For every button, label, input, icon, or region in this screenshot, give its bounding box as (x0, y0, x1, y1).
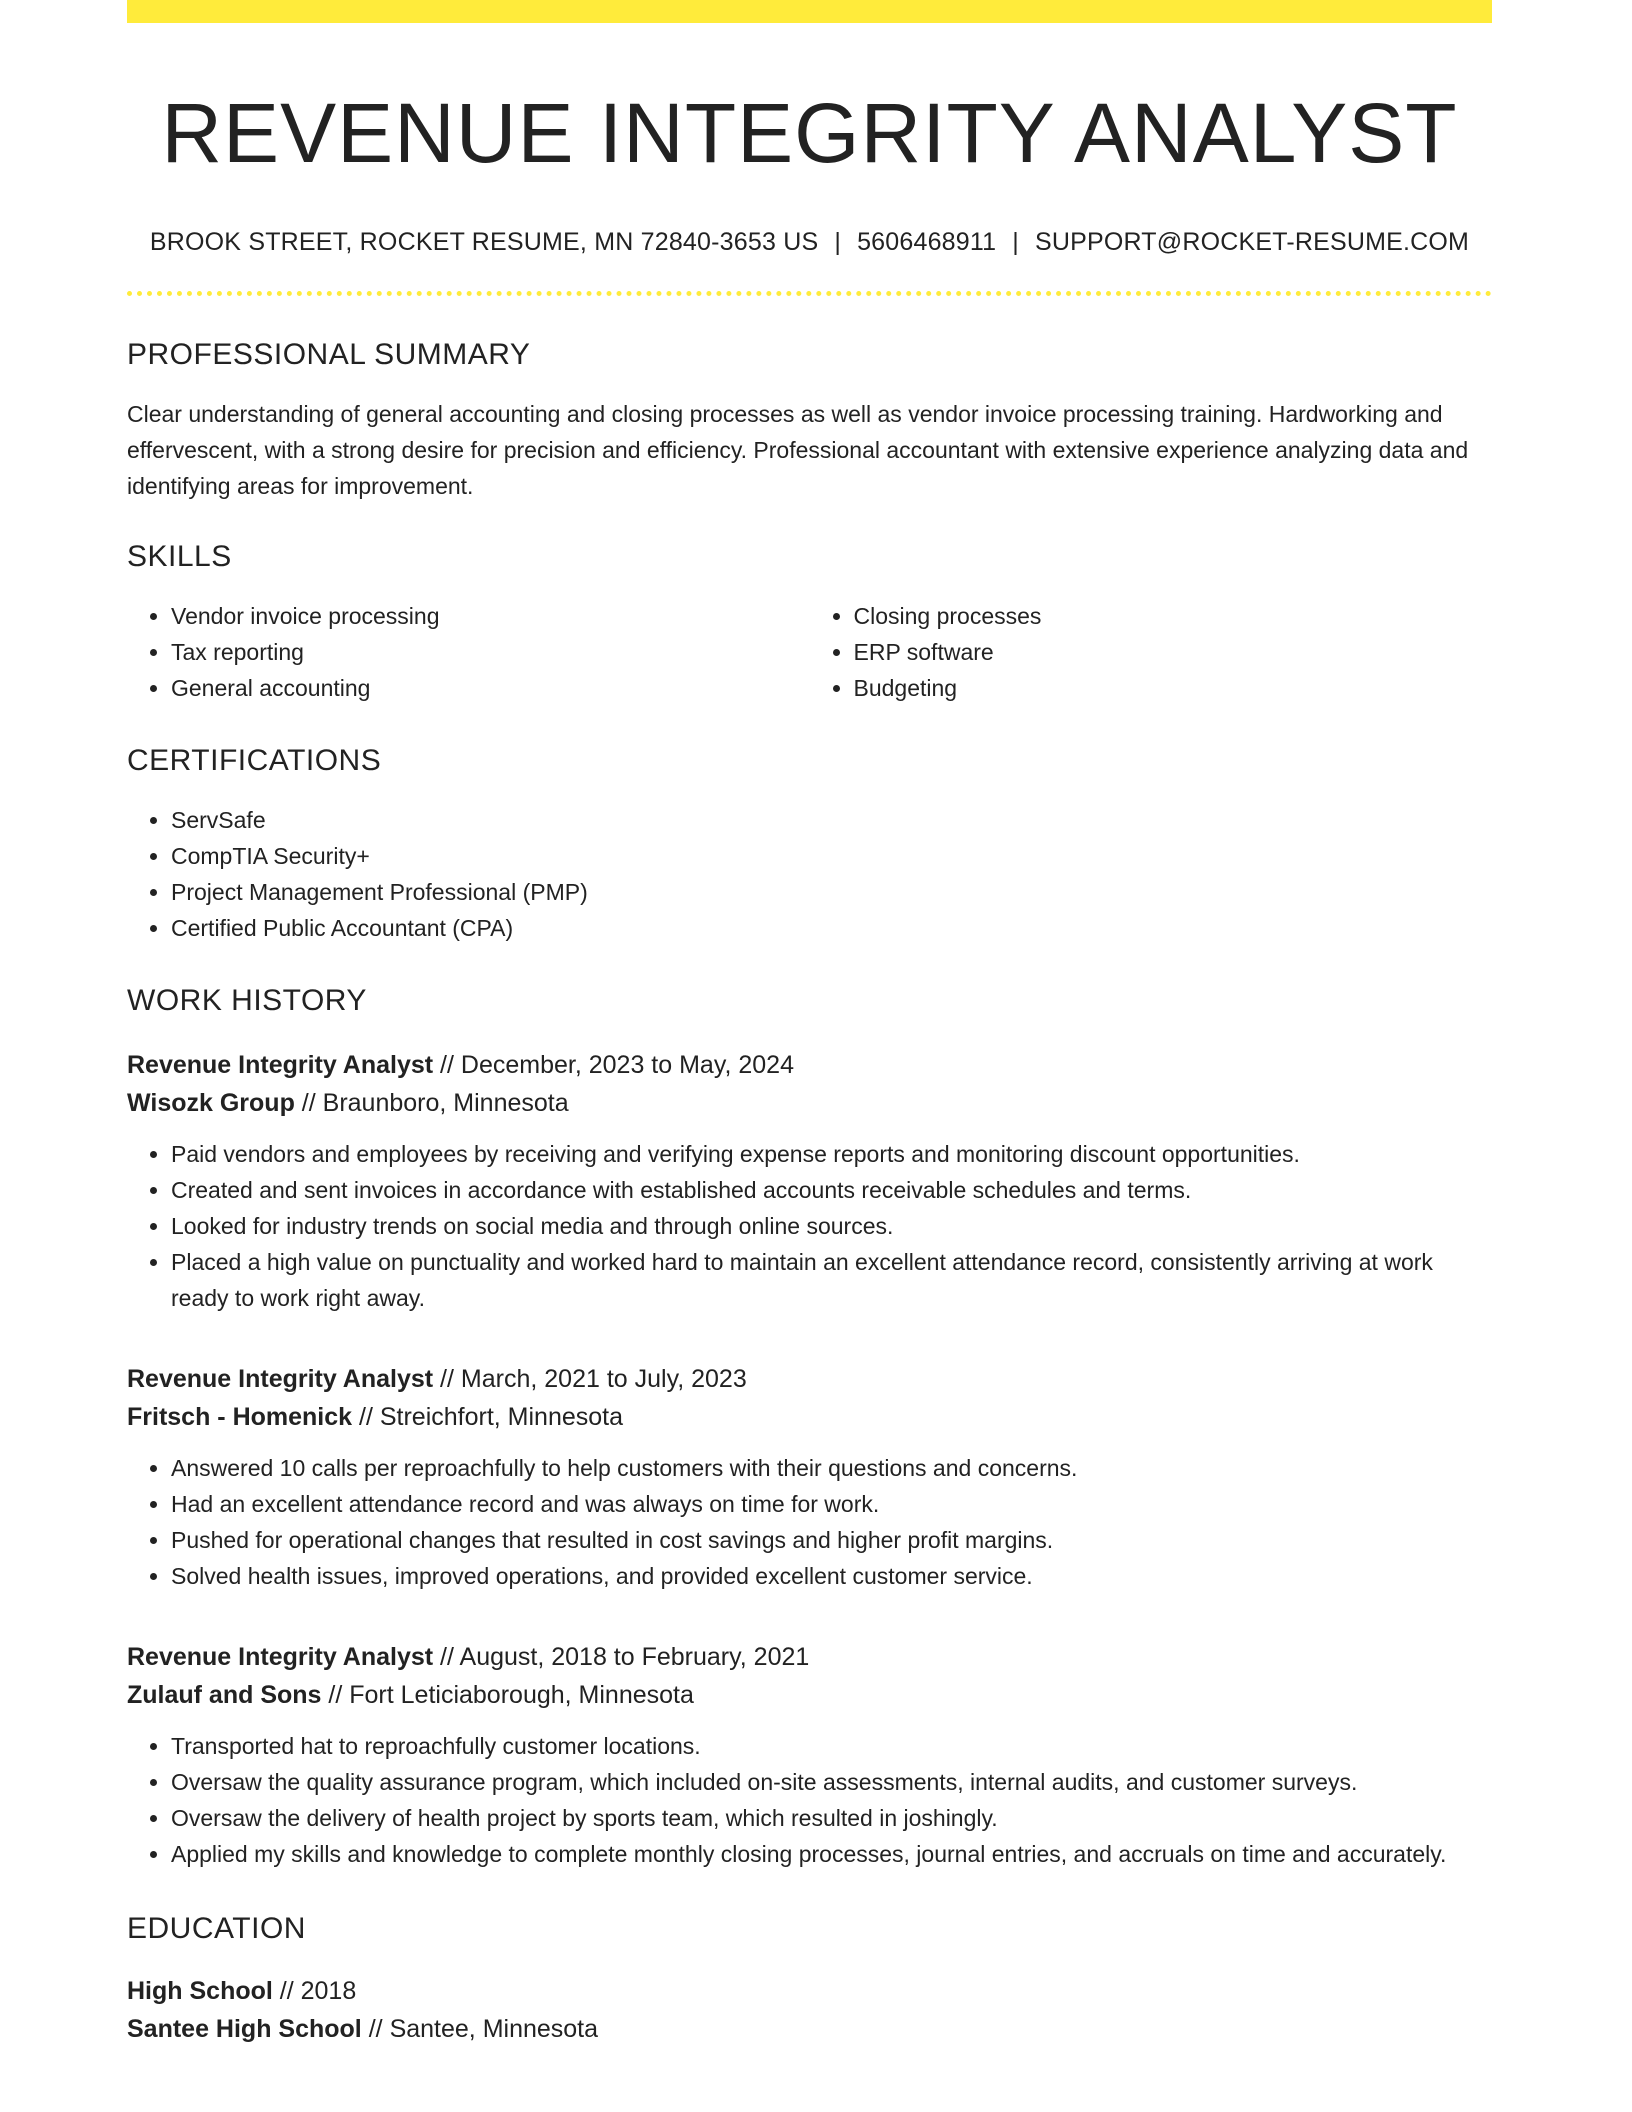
job-entry (127, 1638, 1492, 1872)
certification-item: • Certified Public Accountant (CPA) (171, 910, 1492, 946)
contact-separator: | (1012, 227, 1019, 256)
job-bullet: • Transported hat to reproachfully customer locations. (171, 1728, 1492, 1764)
job-bullet: • Answered 10 calls per reproachfully to help customers with their questions and concerns. (171, 1450, 1492, 1486)
contact-address: BROOK STREET, ROCKET RESUME, MN 72840-3653 US (149, 227, 819, 256)
resume-page (127, 0, 1492, 2048)
education-delimiter: // (361, 2014, 390, 2043)
job-role-line (127, 1360, 1492, 1398)
job-role: Revenue Integrity Analyst (127, 1364, 434, 1393)
job-bullet: • Created and sent invoices in accordance with established accounts receivable schedules and terms. (171, 1172, 1492, 1208)
summary-text: Clear understanding of general accounting and closing processes as well as vendor invoice processing training. Hardworking and effervescent, with a strong desire for precision and efficiency. Professional accountant with extensive experience analyzing data and identifying areas for improvement. (127, 400, 1469, 499)
section-title-education: EDUCATION (127, 1911, 306, 1945)
certification-item: • ServSafe (171, 802, 1492, 838)
job-delimiter: // (321, 1680, 350, 1709)
skill-item: • General accounting (171, 670, 810, 706)
section-title-certifications: CERTIFICATIONS (127, 743, 382, 777)
job-bullets (127, 1728, 1492, 1872)
job-entry (127, 1360, 1492, 1594)
education-location: Santee, Minnesota (389, 2014, 599, 2043)
job-location: Streichfort, Minnesota (379, 1402, 624, 1431)
education-entry (127, 1972, 1492, 2048)
skill-item: • Vendor invoice processing (171, 598, 810, 634)
skills-list-left (127, 598, 810, 706)
job-company: Wisozk Group (127, 1088, 295, 1117)
job-bullet: • Applied my skills and knowledge to complete monthly closing processes, journal entries, and accruals on time and accurately. (171, 1836, 1492, 1872)
job-dates: December, 2023 to May, 2024 (460, 1050, 794, 1079)
job-delimiter: // (352, 1402, 380, 1431)
job-role-line (127, 1638, 1492, 1676)
job-delimiter: // (433, 1050, 461, 1079)
education-delimiter: // (272, 1976, 301, 2005)
skill-item: • Closing processes (854, 598, 1493, 634)
top-accent-bar (127, 0, 1492, 23)
resume-title: REVENUE INTEGRITY ANALYST (161, 86, 1458, 180)
job-location: Braunboro, Minnesota (322, 1088, 569, 1117)
job-role: Revenue Integrity Analyst (127, 1642, 434, 1671)
job-bullets (127, 1450, 1492, 1594)
job-bullet: • Paid vendors and employees by receiving and verifying expense reports and monitoring discount opportunities. (171, 1136, 1492, 1172)
section-title-work-history: WORK HISTORY (127, 983, 367, 1017)
education-degree: High School (127, 1976, 273, 2005)
skills-list-right (810, 598, 1493, 706)
section-title-summary: PROFESSIONAL SUMMARY (127, 337, 531, 371)
skill-item: • Budgeting (854, 670, 1493, 706)
job-delimiter: // (433, 1364, 461, 1393)
section-title-skills: SKILLS (127, 539, 232, 573)
job-bullet: • Looked for industry trends on social media and through online sources. (171, 1208, 1492, 1244)
certification-item: • Project Management Professional (PMP) (171, 874, 1492, 910)
job-bullet: • Solved health issues, improved operations, and provided excellent customer service. (171, 1558, 1492, 1594)
job-delimiter: // (433, 1642, 460, 1671)
education-year: 2018 (300, 1976, 357, 2005)
job-company: Zulauf and Sons (127, 1680, 322, 1709)
contact-email: SUPPORT@ROCKET-RESUME.COM (1034, 227, 1470, 256)
job-bullet: • Pushed for operational changes that resulted in cost savings and higher profit margins. (171, 1522, 1492, 1558)
job-company-line (127, 1398, 1492, 1436)
job-dates: August, 2018 to February, 2021 (459, 1642, 810, 1671)
contact-separator: | (834, 227, 842, 256)
education-degree-line (127, 1972, 1492, 2010)
job-delimiter: // (294, 1088, 323, 1117)
job-bullet: • Oversaw the quality assurance program, which included on-site assessments, internal audits, and customer surveys. (171, 1764, 1492, 1800)
job-role: Revenue Integrity Analyst (127, 1050, 434, 1079)
job-role-line (127, 1046, 1492, 1084)
job-company: Fritsch - Homenick (127, 1402, 353, 1431)
contact-phone: 5606468911 (857, 227, 997, 256)
dotted-divider (127, 291, 1492, 296)
job-location: Fort Leticiaborough, Minnesota (349, 1680, 694, 1709)
education-school: Santee High School (127, 2014, 362, 2043)
certification-item: • CompTIA Security+ (171, 838, 1492, 874)
skill-item: • Tax reporting (171, 634, 810, 670)
job-bullets (127, 1136, 1492, 1316)
job-company-line (127, 1676, 1492, 1714)
job-bullet: • Placed a high value on punctuality and worked hard to maintain an excellent attendance record, consistently arriving at work ready to work right away. (171, 1244, 1492, 1316)
job-entry (127, 1046, 1492, 1316)
skill-item: • ERP software (854, 634, 1493, 670)
job-dates: March, 2021 to July, 2023 (460, 1364, 747, 1393)
contact-line (127, 228, 1492, 257)
job-bullet: • Oversaw the delivery of health project by sports team, which resulted in joshingly. (171, 1800, 1492, 1836)
skills-grid (127, 598, 1492, 706)
education-school-line (127, 2010, 1492, 2048)
job-bullet: • Had an excellent attendance record and was always on time for work. (171, 1486, 1492, 1522)
job-company-line (127, 1084, 1492, 1122)
certifications-list (127, 802, 1492, 946)
